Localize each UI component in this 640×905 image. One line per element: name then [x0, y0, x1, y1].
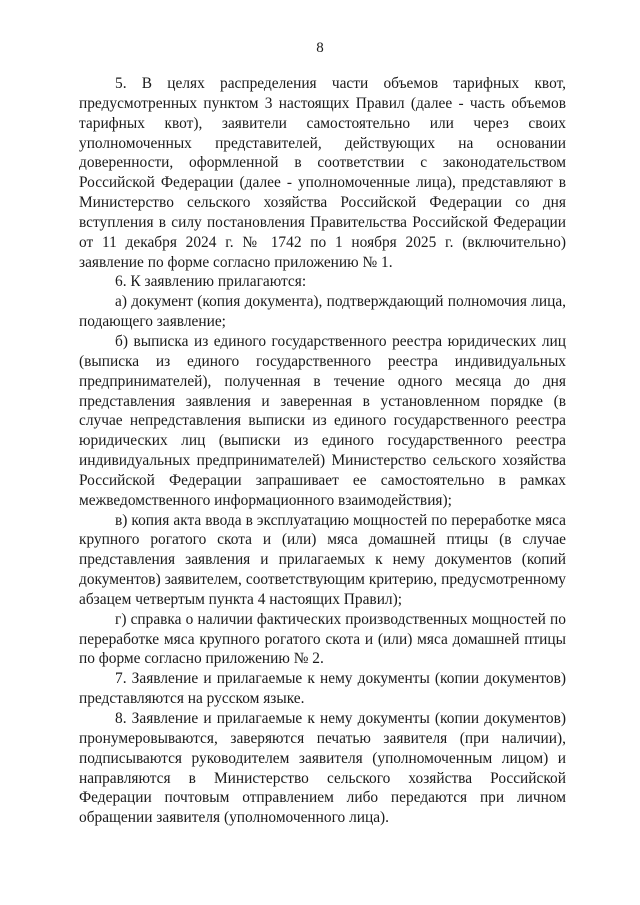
paragraph-5: 5. В целях распределения части объемов тарифных квот, предусмотренных пунктом 3 настоящих Правил (далее - часть объемов тарифных квот), заявители самостоятельно или через своих уполномоченных представителей, действующих на основании доверенности, оформленной в соответствии с законодательством Российской Федерации (далее - уполномоченные лица), представляют в Министерство сельского хозяйства Российской Федерации со дня вступления в силу постановления Правительства Российской Федерации от 11 декабря 2024 г. № 1742 по 1 ноября 2025 г. (включительно) заявление по форме согласно приложению № 1.	[79, 75, 566, 271]
paragraph-8: 8. Заявление и прилагаемые к нему документы (копии документов) пронумеровываются, заверяются печатью заявителя (при наличии), подписываются руководителем заявителя (уполномоченным лицом) и направляются в Министерство сельского хозяйства Российской Федерации почтовым отправлением либо передаются при личном обращении заявителя (уполномоченного лица).	[79, 710, 566, 827]
paragraph-6: 6. К заявлению прилагаются:	[115, 273, 307, 291]
paragraph-6g: г) справка о наличии фактических производственных мощностей по переработке мяса крупного рогатого скота и (или) мяса домашней птицы по форме согласно приложению № 2.	[79, 610, 566, 668]
paragraph-6v: в) копия акта ввода в эксплуатацию мощностей по переработке мяса крупного рогатого скота и (или) мяса домашней птицы (в случае представления заявления и прилагаемых к нему документов (копий документов) заявителем, соответствующим критерию, предусмотренному абзацем четвертым пункта 4 настоящих Правил);	[79, 511, 566, 608]
paragraph-7: 7. Заявление и прилагаемые к нему документы (копии документов) представляются на русском языке.	[79, 670, 566, 708]
page-number: 8	[316, 40, 324, 56]
paragraph-6b: б) выписка из единого государственного реестра юридических лиц (выписка из единого государственного реестра индивидуальных предпринимателей), полученная в течение одного месяца до дня представления заявления и заверенная в установленном порядке (в случае непредставления выписки из единого государственного реестра юридических лиц (выписки из единого государственного реестра индивидуальных предпринимателей) Министерство сельского хозяйства Российской Федерации запрашивает ее самостоятельно в рамках межведомственного информационного взаимодействия);	[79, 332, 566, 509]
document-body	[79, 74, 566, 828]
paragraph-6a: а) документ (копия документа), подтверждающий полномочия лица, подающего заявление;	[79, 293, 566, 331]
